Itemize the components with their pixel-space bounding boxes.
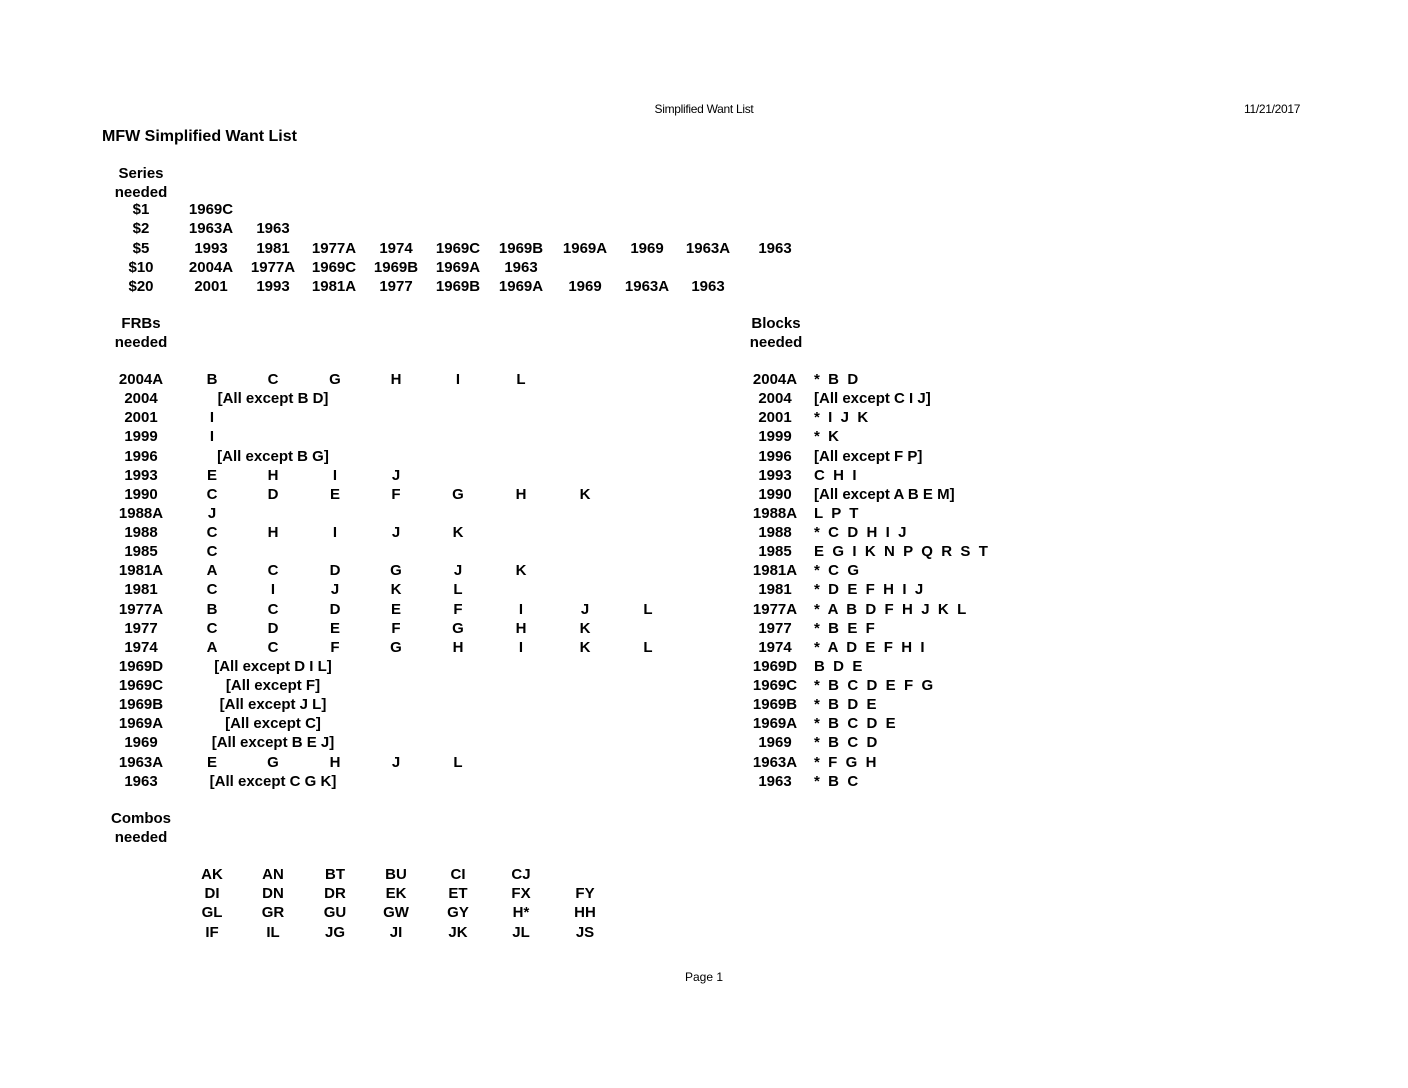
frb-cell: F [330,638,340,656]
block-value: * A B D F H J K L [814,600,967,618]
frb-cell: I [209,409,215,427]
block-value: * B E F [814,619,875,637]
series-value: 1969A [562,239,608,257]
frb-cell: C [206,524,218,542]
combo-cell: IL [266,923,280,941]
frb-cell: C [267,638,279,656]
page-header-date: 11/21/2017 [1244,102,1301,116]
block-value: * B C D E F G [814,677,934,695]
frb-cell: B [206,600,218,618]
block-year: 1988A [752,504,798,522]
frb-cell: L [453,581,463,599]
frb-cell: K [515,562,527,580]
series-value: 1969B [373,258,419,276]
combo-cell: JS [575,923,595,941]
block-year: 1969 [758,734,792,752]
blocks-heading-line1: Blocks [751,315,801,332]
series-value: 1969C [311,258,357,276]
combo-cell: ET [448,885,468,903]
frb-year: 1969D [118,657,164,675]
combo-cell: GY [447,904,469,922]
series-value: 2004A [188,258,234,276]
frb-cell: E [390,600,402,618]
block-value: E G I K N P Q R S T [814,543,988,561]
block-year: 1996 [758,447,792,465]
series-denomination: $20 [128,278,154,296]
frb-cell: G [267,753,279,771]
frb-except-text: [All except B G] [217,447,329,465]
block-year: 1963 [758,772,792,790]
frb-cell: F [453,600,463,618]
combo-cell: DI [204,885,220,903]
frb-year: 1969C [118,677,164,695]
series-value: 1969C [188,201,234,218]
frb-except-text: [All except C] [225,715,321,733]
block-year: 1981A [752,562,798,580]
block-year: 2004A [752,371,798,388]
frb-year: 1999 [124,428,158,446]
frb-cell: I [332,466,338,484]
frb-cell: I [209,428,215,446]
combo-cell: JI [389,923,403,941]
series-denomination: $1 [132,201,150,218]
block-value: * C D H I J [814,524,907,542]
block-year: 2004 [758,390,792,408]
block-value: [All except C I J] [814,390,931,408]
frbs-heading [115,314,168,352]
frb-except-text: [All except F] [225,677,321,695]
combo-cell: GU [323,904,347,922]
frb-cell: K [579,485,591,503]
frb-year: 1985 [124,543,158,561]
combo-cell: AK [201,866,223,883]
series-value: 1969B [498,239,544,257]
frb-cell: D [329,600,341,618]
combo-cell: H* [512,904,530,922]
block-year: 1977A [752,600,798,618]
series-value: 1981 [256,239,290,257]
series-value: 1969A [435,258,481,276]
series-value: 1963 [758,239,792,257]
frb-except-text: [All except D I L] [214,657,332,675]
frb-cell: E [329,485,341,503]
frb-cell: J [453,562,463,580]
frb-cell: H [267,524,279,542]
block-year: 1993 [758,466,792,484]
series-value: 1969 [568,278,602,296]
frb-cell: C [206,581,218,599]
page-number: Page 1 [684,970,724,984]
frb-year: 2001 [124,409,158,427]
series-heading-line2: needed [114,184,168,201]
block-value: * B D [814,371,859,388]
frb-year: 1993 [124,466,158,484]
combo-cell: CI [450,866,466,883]
block-value: * I J K [814,409,869,427]
series-value: 1981A [311,278,357,296]
series-value: 1969C [435,239,481,257]
block-value: * K [814,428,840,446]
block-value: * A D E F H I [814,638,925,656]
frb-year: 1996 [124,447,158,465]
frb-cell: G [390,638,402,656]
frb-year: 1990 [124,485,158,503]
frb-year: 1969A [118,715,164,733]
frb-cell: E [206,466,218,484]
combos-heading [111,809,171,847]
series-heading-line1: Series [118,165,164,182]
frb-cell: A [206,562,218,580]
frb-cell: J [207,504,217,522]
frb-cell: K [579,619,591,637]
frb-year: 1963 [124,772,158,790]
frb-year: 2004A [118,371,164,388]
frb-cell: H [329,753,341,771]
frb-cell: J [391,524,401,542]
frb-cell: B [206,371,218,388]
frb-cell: L [643,600,653,618]
combo-cell: CJ [511,866,531,883]
frb-cell: A [206,638,218,656]
frb-cell: I [332,524,338,542]
block-year: 1988 [758,524,792,542]
blocks-heading [750,314,803,352]
frb-year: 1981 [124,581,158,599]
frb-cell: L [643,638,653,656]
frb-year: 1981A [118,562,164,580]
series-value: 2001 [194,278,228,296]
combo-cell: FY [575,885,595,903]
series-value: 1993 [256,278,290,296]
frb-cell: G [452,485,464,503]
series-value: 1963 [691,278,725,296]
frb-year: 1969 [124,734,158,752]
frb-cell: E [329,619,341,637]
block-year: 2001 [758,409,792,427]
series-value: 1977A [311,239,357,257]
combos-heading-line2: needed [114,829,168,846]
frb-cell: D [267,619,279,637]
series-value: 1977A [250,258,296,276]
combo-cell: GL [201,904,223,922]
frb-cell: H [515,619,527,637]
block-year: 1974 [758,638,792,656]
combo-cell: GR [261,904,285,922]
block-value: L P T [814,504,859,522]
series-denomination: $5 [132,239,150,257]
block-value: * F G H [814,753,877,771]
frb-cell: F [391,485,401,503]
block-value: * B C D [814,734,878,752]
block-year: 1969C [752,677,798,695]
frb-cell: H [515,485,527,503]
frb-cell: L [453,753,463,771]
combo-cell: AN [262,866,284,883]
combo-cell: EK [385,885,407,903]
combo-cell: JK [448,923,468,941]
frb-cell: L [516,371,526,388]
combo-cell: FX [511,885,531,903]
frb-cell: C [206,619,218,637]
series-value: 1963A [624,278,670,296]
combo-cell: DR [324,885,346,903]
frb-cell: C [206,485,218,503]
frb-year: 1974 [124,638,158,656]
frb-cell: K [452,524,464,542]
series-value: 1969A [498,278,544,296]
combo-cell: BT [325,866,345,883]
block-year: 1999 [758,428,792,446]
combo-cell: JL [512,923,530,941]
block-value: * B C D E [814,715,896,733]
frb-cell: I [270,581,276,599]
frb-cell: J [391,466,401,484]
series-value: 1963 [504,258,538,276]
frb-cell: G [329,371,341,388]
frb-cell: H [452,638,464,656]
frb-year: 1977 [124,619,158,637]
frb-cell: J [580,600,590,618]
frb-cell: E [206,753,218,771]
combo-cell: DN [262,885,284,903]
blocks-heading-line2: needed [749,334,803,351]
combo-cell: BU [385,866,407,883]
frb-cell: C [206,543,218,561]
series-value: 1963 [256,220,290,238]
combos-heading-line1: Combos [111,810,171,827]
frb-cell: I [518,600,524,618]
frb-year: 1969B [118,696,164,714]
series-value: 1977 [379,278,413,296]
block-value: C H I [814,466,857,484]
frb-except-text: [All except B D] [217,390,329,408]
frb-cell: C [267,600,279,618]
series-value: 1963A [188,220,234,238]
block-value: * B C [814,772,859,790]
block-year: 1990 [758,485,792,503]
frb-year: 1977A [118,600,164,618]
series-denomination: $10 [128,258,154,276]
combo-cell: JG [324,923,346,941]
series-value: 1969B [435,278,481,296]
combo-cell: HH [574,904,596,922]
frb-cell: J [391,753,401,771]
frb-year: 2004 [124,390,158,408]
block-value: [All except F P] [814,447,923,465]
frb-cell: I [455,371,461,388]
frb-cell: D [267,485,279,503]
block-year: 1969D [752,657,798,675]
series-value: 1969 [630,239,664,257]
block-value: * C G [814,562,860,580]
block-year: 1981 [758,581,792,599]
frb-cell: F [391,619,401,637]
block-value: B D E [814,657,863,675]
frb-year: 1988A [118,504,164,522]
block-value: * D E F H I J [814,581,924,599]
document-title: MFW Simplified Want List [102,128,297,145]
frb-except-text: [All except J L] [219,696,327,714]
frb-cell: H [390,371,402,388]
combo-cell: IF [205,923,219,941]
frb-year: 1988 [124,524,158,542]
block-value: * B D E [814,696,877,714]
series-value: 1993 [194,239,228,257]
series-heading [115,164,168,202]
frb-year: 1963A [118,753,164,771]
block-year: 1969B [752,696,798,714]
frb-cell: C [267,371,279,388]
block-year: 1969A [752,715,798,733]
page-header-title: Simplified Want List [654,102,754,116]
frb-cell: H [267,466,279,484]
series-value: 1963A [685,239,731,257]
frb-cell: J [330,581,340,599]
frb-cell: G [390,562,402,580]
combo-cell: GW [383,904,409,922]
frb-cell: I [518,638,524,656]
block-value: [All except A B E M] [814,485,955,503]
frb-cell: K [390,581,402,599]
block-year: 1977 [758,619,792,637]
frb-except-text: [All except B E J] [211,734,335,752]
frb-cell: C [267,562,279,580]
frbs-heading-line2: needed [114,334,168,351]
series-value: 1974 [379,239,413,257]
frb-cell: G [452,619,464,637]
frb-except-text: [All except C G K] [209,772,337,790]
frbs-heading-line1: FRBs [121,315,161,332]
block-year: 1963A [752,753,798,771]
frb-cell: K [579,638,591,656]
series-denomination: $2 [132,220,150,238]
block-year: 1985 [758,543,792,561]
frb-cell: D [329,562,341,580]
